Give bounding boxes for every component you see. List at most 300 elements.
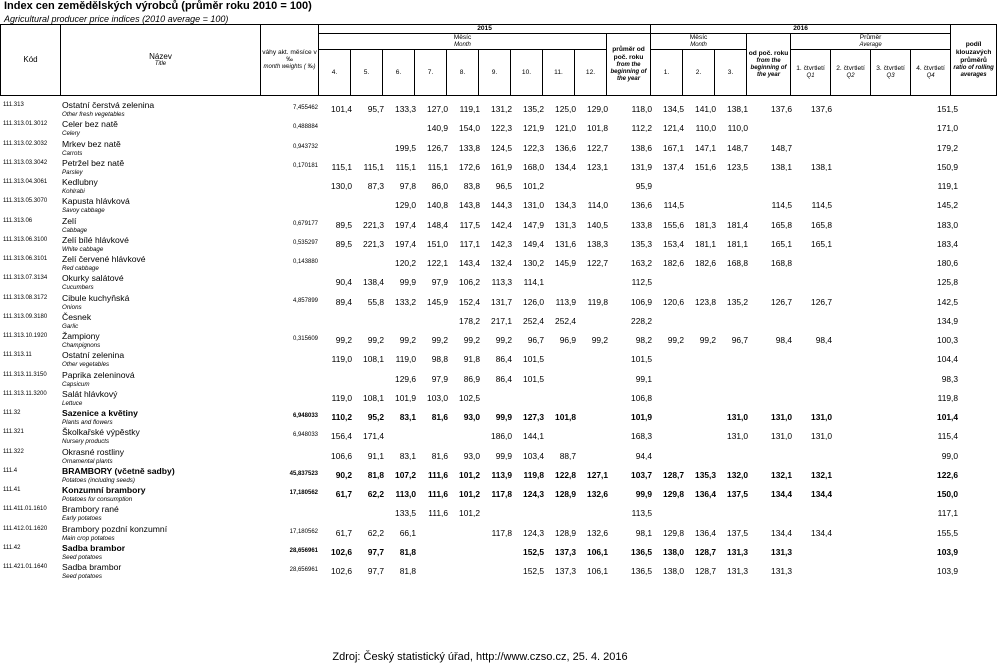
row-value: 123,1 [587,161,608,172]
header-month-2015: Měsíc Month [319,33,607,49]
row-value: 101,9 [395,392,416,403]
row-name: Paprika zeleninová [62,369,135,380]
row-value: 114,5 [771,200,792,211]
row-name: Mrkev bez natě [62,138,121,149]
row-value: 112,5 [631,277,652,288]
row-value: 181,3 [695,219,716,230]
row-value: 125,0 [555,104,576,114]
row-name-en: Seed potatoes [62,573,102,580]
row-name: Česnek [62,311,92,322]
row-name-en: Other fresh vegetables [62,111,125,118]
row-value: 156,4 [331,431,352,442]
header-month: 5. [351,50,383,96]
row-name: Zelí bílé hlávkové [62,234,129,245]
row-value: 131,0 [811,412,832,422]
row-value: 126,7 [771,296,792,307]
table-row [0,236,960,255]
row-code: 111.313.02.3032 [3,140,48,147]
row-value: 131,6 [555,238,576,249]
header-month: 9. [479,50,511,96]
row-value: 179,2 [937,142,958,153]
row-value: 132,6 [587,489,608,499]
row-value: 102,6 [331,566,352,576]
row-value: 122,7 [587,258,608,268]
row-value: 99,0 [941,450,958,461]
row-weight: 7,455462 [292,105,318,111]
row-value: 126,0 [523,296,544,307]
row-value: 81,8 [367,469,384,480]
row-value: 131,0 [811,431,832,442]
row-value: 197,4 [395,219,416,230]
row-name-en: Savoy cabbage [62,207,105,215]
row-value: 128,9 [555,489,576,499]
row-value: 138,1 [727,104,748,114]
row-value: 97,8 [399,181,416,191]
row-name-en: Lettuce [62,399,83,407]
row-value: 186,0 [491,431,512,442]
row-value: 110,0 [727,123,748,134]
table-row [0,101,960,120]
row-value: 101,2 [523,181,544,191]
header-ratio: podíl klouzavých průměrů ratio of rolling averages [951,25,997,96]
row-value: 181,1 [695,238,716,249]
row-value: 183,0 [937,219,958,230]
table-row [0,140,960,159]
row-value: 183,4 [937,238,958,249]
row-value: 117,8 [491,527,512,538]
row-value: 117,5 [459,219,480,230]
row-value: 123,5 [727,161,748,172]
row-value: 93,0 [463,450,480,461]
row-value: 130,0 [331,181,352,191]
row-value: 134,4 [811,527,832,538]
row-value: 124,3 [523,489,544,499]
table-row [0,197,960,216]
row-value: 114,0 [587,200,608,211]
row-value: 142,5 [937,296,958,307]
row-value: 95,7 [367,104,384,114]
row-value: 119,0 [331,354,352,365]
row-value: 101,8 [555,412,576,422]
row-code: 111.313.11.3200 [3,390,47,397]
row-value: 136,5 [631,546,652,557]
row-value: 138,0 [663,566,684,576]
row-value: 89,5 [335,219,352,230]
row-value: 171,0 [937,123,958,134]
row-value: 134,4 [771,489,792,499]
header-quarter: 4. čtvrtletí Q4 [911,50,951,96]
row-value: 101,5 [631,354,652,365]
row-value: 119,8 [937,392,958,403]
row-weight: 17,180562 [289,528,318,535]
row-value: 97,7 [367,546,384,557]
row-code: 111.313.04.3061 [3,179,48,185]
row-value: 81,8 [399,546,416,557]
row-value: 114,5 [811,200,832,211]
row-name-en: Carrots [62,149,83,157]
row-value: 252,4 [555,315,576,326]
row-value: 99,9 [495,450,512,461]
row-code: 111.32 [3,410,21,416]
row-value: 117,8 [491,489,512,499]
row-value: 155,6 [663,219,684,230]
row-value: 133,8 [631,219,652,230]
row-weight: 28,656961 [289,547,318,554]
row-code: 111.313.05.3070 [3,198,48,205]
row-value: 103,0 [427,392,448,403]
row-value: 106,2 [459,277,480,288]
row-weight: 0,143880 [292,259,318,265]
row-value: 150,0 [937,489,958,499]
row-value: 101,4 [937,412,958,422]
row-value: 113,9 [491,469,512,480]
row-value: 121,0 [555,123,576,134]
row-value: 165,8 [771,219,792,230]
row-value: 136,6 [631,200,652,211]
row-code: 111.42 [3,544,21,551]
table-row [0,217,960,236]
row-value: 99,2 [699,335,716,345]
header-month: 7. [415,50,447,96]
row-name: Brambory pozdní konzumní [62,523,168,534]
row-value: 83,1 [399,450,416,461]
row-value: 99,2 [463,335,480,345]
row-value: 152,5 [523,546,544,557]
row-value: 165,1 [771,238,792,249]
row-value: 131,0 [771,431,792,442]
row-code: 111.313.06.3101 [3,256,48,262]
header-quarter: 2. čtvrtletí Q2 [831,50,871,96]
row-value: 144,1 [523,431,544,442]
row-value: 110,2 [331,412,352,422]
table-row [0,313,960,332]
row-value: 131,0 [771,412,792,422]
row-value: 104,4 [937,354,958,365]
header-avg-2015: průměr od poč. roku from the beginning of the year [607,33,651,95]
row-name: Žampiony [62,331,100,341]
row-value: 97,7 [367,566,384,576]
table-row [0,448,960,467]
row-value: 119,8 [523,469,544,480]
row-weight: 0,315609 [292,336,318,342]
row-value: 134,4 [555,161,576,172]
row-weight: 6,948033 [292,413,318,419]
row-value: 119,0 [331,392,352,403]
row-value: 134,9 [937,315,958,326]
header-year-2015: 2015 [319,25,651,34]
row-value: 132,6 [587,527,608,538]
row-name-en: Kohlrabi [62,188,85,195]
row-value: 165,1 [811,238,832,249]
row-value: 122,8 [555,469,576,480]
row-value: 133,3 [395,104,416,114]
row-value: 115,4 [937,431,958,442]
row-value: 132,1 [811,469,832,480]
row-value: 96,7 [527,335,544,345]
row-value: 111,6 [428,508,448,519]
row-name: Sazenice a květiny [62,408,138,418]
row-value: 181,1 [727,238,748,249]
row-value: 129,0 [395,200,416,211]
row-name: Ostatní zelenina [62,350,125,361]
row-value: 102,6 [331,546,352,557]
row-value: 128,7 [695,546,716,557]
row-value: 161,9 [491,161,512,172]
row-value: 86,9 [463,373,480,384]
row-weight: 0,170181 [292,162,318,169]
row-name: Celer bez natě [62,119,118,130]
row-value: 132,4 [491,258,512,268]
row-value: 167,1 [663,142,684,153]
row-value: 62,2 [367,489,384,499]
row-code: 111.313.11 [3,352,32,359]
row-value: 113,3 [491,277,512,288]
row-value: 120,6 [663,296,684,307]
row-value: 113,5 [631,508,652,519]
row-value: 108,1 [363,392,384,403]
table-row [0,409,960,428]
row-value: 55,8 [367,296,384,307]
row-value: 135,2 [727,296,748,307]
row-value: 135,3 [695,469,716,480]
row-value: 168,0 [523,161,544,172]
row-value: 252,4 [523,315,544,326]
row-value: 141,0 [695,104,716,114]
row-value: 88,7 [559,450,576,461]
row-value: 153,4 [663,238,684,249]
row-value: 134,4 [811,489,832,499]
row-value: 138,4 [363,277,384,288]
row-value: 99,2 [667,335,684,345]
row-name-en: Celery [62,130,80,138]
row-code: 111.421.01.1640 [3,564,48,570]
row-value: 129,8 [663,527,684,538]
row-value: 97,9 [431,277,448,288]
row-value: 171,4 [363,431,384,442]
row-value: 115,1 [427,161,448,172]
row-code: 111.411.01.1610 [3,506,47,513]
row-name: Sadba brambor [62,562,122,572]
row-value: 221,3 [363,219,384,230]
row-value: 136,5 [631,566,652,576]
row-value: 118,0 [631,104,652,114]
row-value: 151,0 [427,238,448,249]
row-value: 133,2 [395,296,416,307]
row-weight: 17,180562 [289,490,318,496]
row-value: 86,4 [495,354,512,365]
row-weight: 28,656961 [289,567,318,573]
table-header [0,24,994,96]
row-value: 119,0 [395,354,416,365]
table-row [0,563,960,582]
row-value: 99,2 [399,335,416,345]
row-value: 147,1 [695,142,716,153]
row-code: 111.313.09.3180 [3,313,48,320]
row-value: 114,1 [523,277,544,288]
row-name-en: Nursery products [62,438,110,446]
row-value: 137,5 [727,489,748,499]
row-name: Cibule kuchyňská [62,292,130,303]
row-weight: 0,535297 [292,239,318,246]
row-code: 111.313.06.3100 [3,236,48,243]
row-value: 197,4 [395,238,416,249]
row-name: Školkařské výpěstky [62,427,140,438]
row-value: 131,3 [771,546,792,557]
source-note: Zdroj: Český statistický úřad, http://www.czso.cz, 25. 4. 2016 [332,651,628,663]
row-value: 113,0 [395,489,416,499]
header-month: 4. [319,50,351,96]
header-month: 10. [511,50,543,96]
row-value: 151,5 [937,104,958,114]
row-weight: 0,679177 [292,220,318,227]
row-name-en: Ornamental plants [62,457,113,465]
row-value: 113,9 [555,296,576,307]
row-value: 128,7 [695,566,716,576]
row-code: 111.313.06 [3,217,33,224]
header-grid [0,24,997,96]
row-value: 134,5 [663,104,684,114]
row-value: 134,3 [555,200,576,211]
header-quarter: 3. čtvrtletí Q3 [871,50,911,96]
row-value: 91,8 [463,354,480,365]
table-row [0,371,960,390]
row-value: 117,1 [459,238,480,249]
table-row [0,159,960,178]
row-value: 125,8 [937,277,958,288]
row-code: 111.313.10.1920 [3,333,48,339]
row-value: 81,8 [399,566,416,576]
row-value: 131,3 [771,566,792,576]
row-value: 181,4 [727,219,748,230]
row-value: 95,2 [367,412,384,422]
row-value: 119,1 [459,104,480,114]
header-month: 3. [715,50,747,96]
row-value: 101,2 [459,469,480,480]
row-value: 137,5 [727,527,748,538]
row-value: 149,4 [523,238,544,249]
header-quarter: 1. čtvrtletí Q1 [791,50,831,96]
data-rows [0,101,960,581]
row-value: 154,0 [459,123,480,134]
row-value: 99,2 [495,335,512,345]
row-value: 136,4 [695,527,716,538]
row-value: 140,8 [427,200,448,211]
row-value: 106,8 [631,392,652,403]
row-value: 129,6 [395,373,416,384]
row-value: 107,2 [395,469,416,480]
row-value: 150,9 [937,161,958,172]
row-value: 143,4 [459,258,480,268]
row-code: 111.322 [3,448,24,455]
header-month: 11. [543,50,575,96]
row-value: 127,1 [587,469,608,480]
row-name: BRAMBORY (včetně sadby) [62,465,175,476]
row-value: 180,6 [937,258,958,268]
row-value: 138,1 [811,161,832,172]
row-value: 95,9 [635,181,652,191]
row-value: 143,8 [459,200,480,211]
row-value: 103,9 [937,566,958,576]
row-value: 100,3 [937,335,958,345]
row-value: 145,9 [427,296,448,307]
row-name-en: Potatoes (including seeds) [62,476,135,484]
row-value: 131,2 [491,104,512,114]
row-value: 122,7 [587,142,608,153]
row-value: 106,9 [631,296,652,307]
row-value: 172,6 [459,161,480,172]
report-subtitle: Agricultural producer price indices (2010 average = 100) [4,14,229,24]
row-value: 98,4 [775,335,792,345]
row-weight: 6,948033 [292,432,318,439]
row-value: 182,6 [663,258,684,268]
row-value: 106,1 [587,566,608,576]
row-weight: 0,943732 [292,143,318,150]
row-value: 103,9 [937,546,958,557]
row-value: 86,4 [495,373,512,384]
row-value: 90,4 [335,277,352,288]
row-value: 131,3 [727,546,748,557]
row-name: Salát hlávkový [62,388,118,399]
row-code: 111.313.01.3012 [3,121,48,128]
row-value: 83,1 [399,412,416,422]
header-average: Průměr Average [791,33,951,49]
table-row [0,486,960,505]
row-value: 102,5 [459,392,480,403]
row-value: 119,8 [587,296,608,307]
header-weights: váhy akt. měsíce v ‰ month weights ( ‰) [261,25,319,96]
row-value: 168,3 [631,431,652,442]
row-code: 111.321 [3,429,24,436]
row-value: 127,0 [427,104,448,114]
row-value: 93,0 [463,412,480,422]
row-value: 126,7 [427,142,448,153]
row-value: 61,7 [335,489,352,499]
row-value: 145,2 [937,200,958,211]
row-value: 142,3 [491,238,512,249]
row-value: 86,0 [431,181,448,191]
row-name: Okurky salátové [62,273,124,284]
row-value: 99,9 [399,277,416,288]
table-row [0,390,960,409]
row-value: 133,8 [459,142,480,153]
row-name: Zelí červené hlávkové [62,254,146,264]
row-value: 101,5 [523,354,544,365]
row-name-en: Onions [62,303,82,311]
row-value: 165,8 [811,219,832,230]
row-name-en: Cabbage [62,226,88,234]
row-value: 221,3 [363,238,384,249]
table-row [0,120,960,139]
row-value: 155,5 [937,527,958,538]
row-name: Ostatní čerstvá zelenina [62,100,155,110]
row-value: 199,5 [395,142,416,153]
row-value: 168,8 [727,258,748,268]
row-value: 178,2 [459,315,480,326]
header-month: 2. [683,50,715,96]
row-value: 97,9 [431,373,448,384]
row-value: 137,3 [555,546,576,557]
row-value: 90,2 [335,469,352,480]
header-year-2016: 2016 [651,25,951,34]
row-value: 98,1 [635,527,652,538]
table-row [0,294,960,313]
row-value: 140,9 [427,123,448,134]
row-value: 131,0 [523,200,544,211]
row-value: 148,7 [771,142,792,153]
row-value: 101,2 [459,489,480,499]
row-value: 99,9 [635,489,652,499]
row-value: 106,6 [331,450,352,461]
